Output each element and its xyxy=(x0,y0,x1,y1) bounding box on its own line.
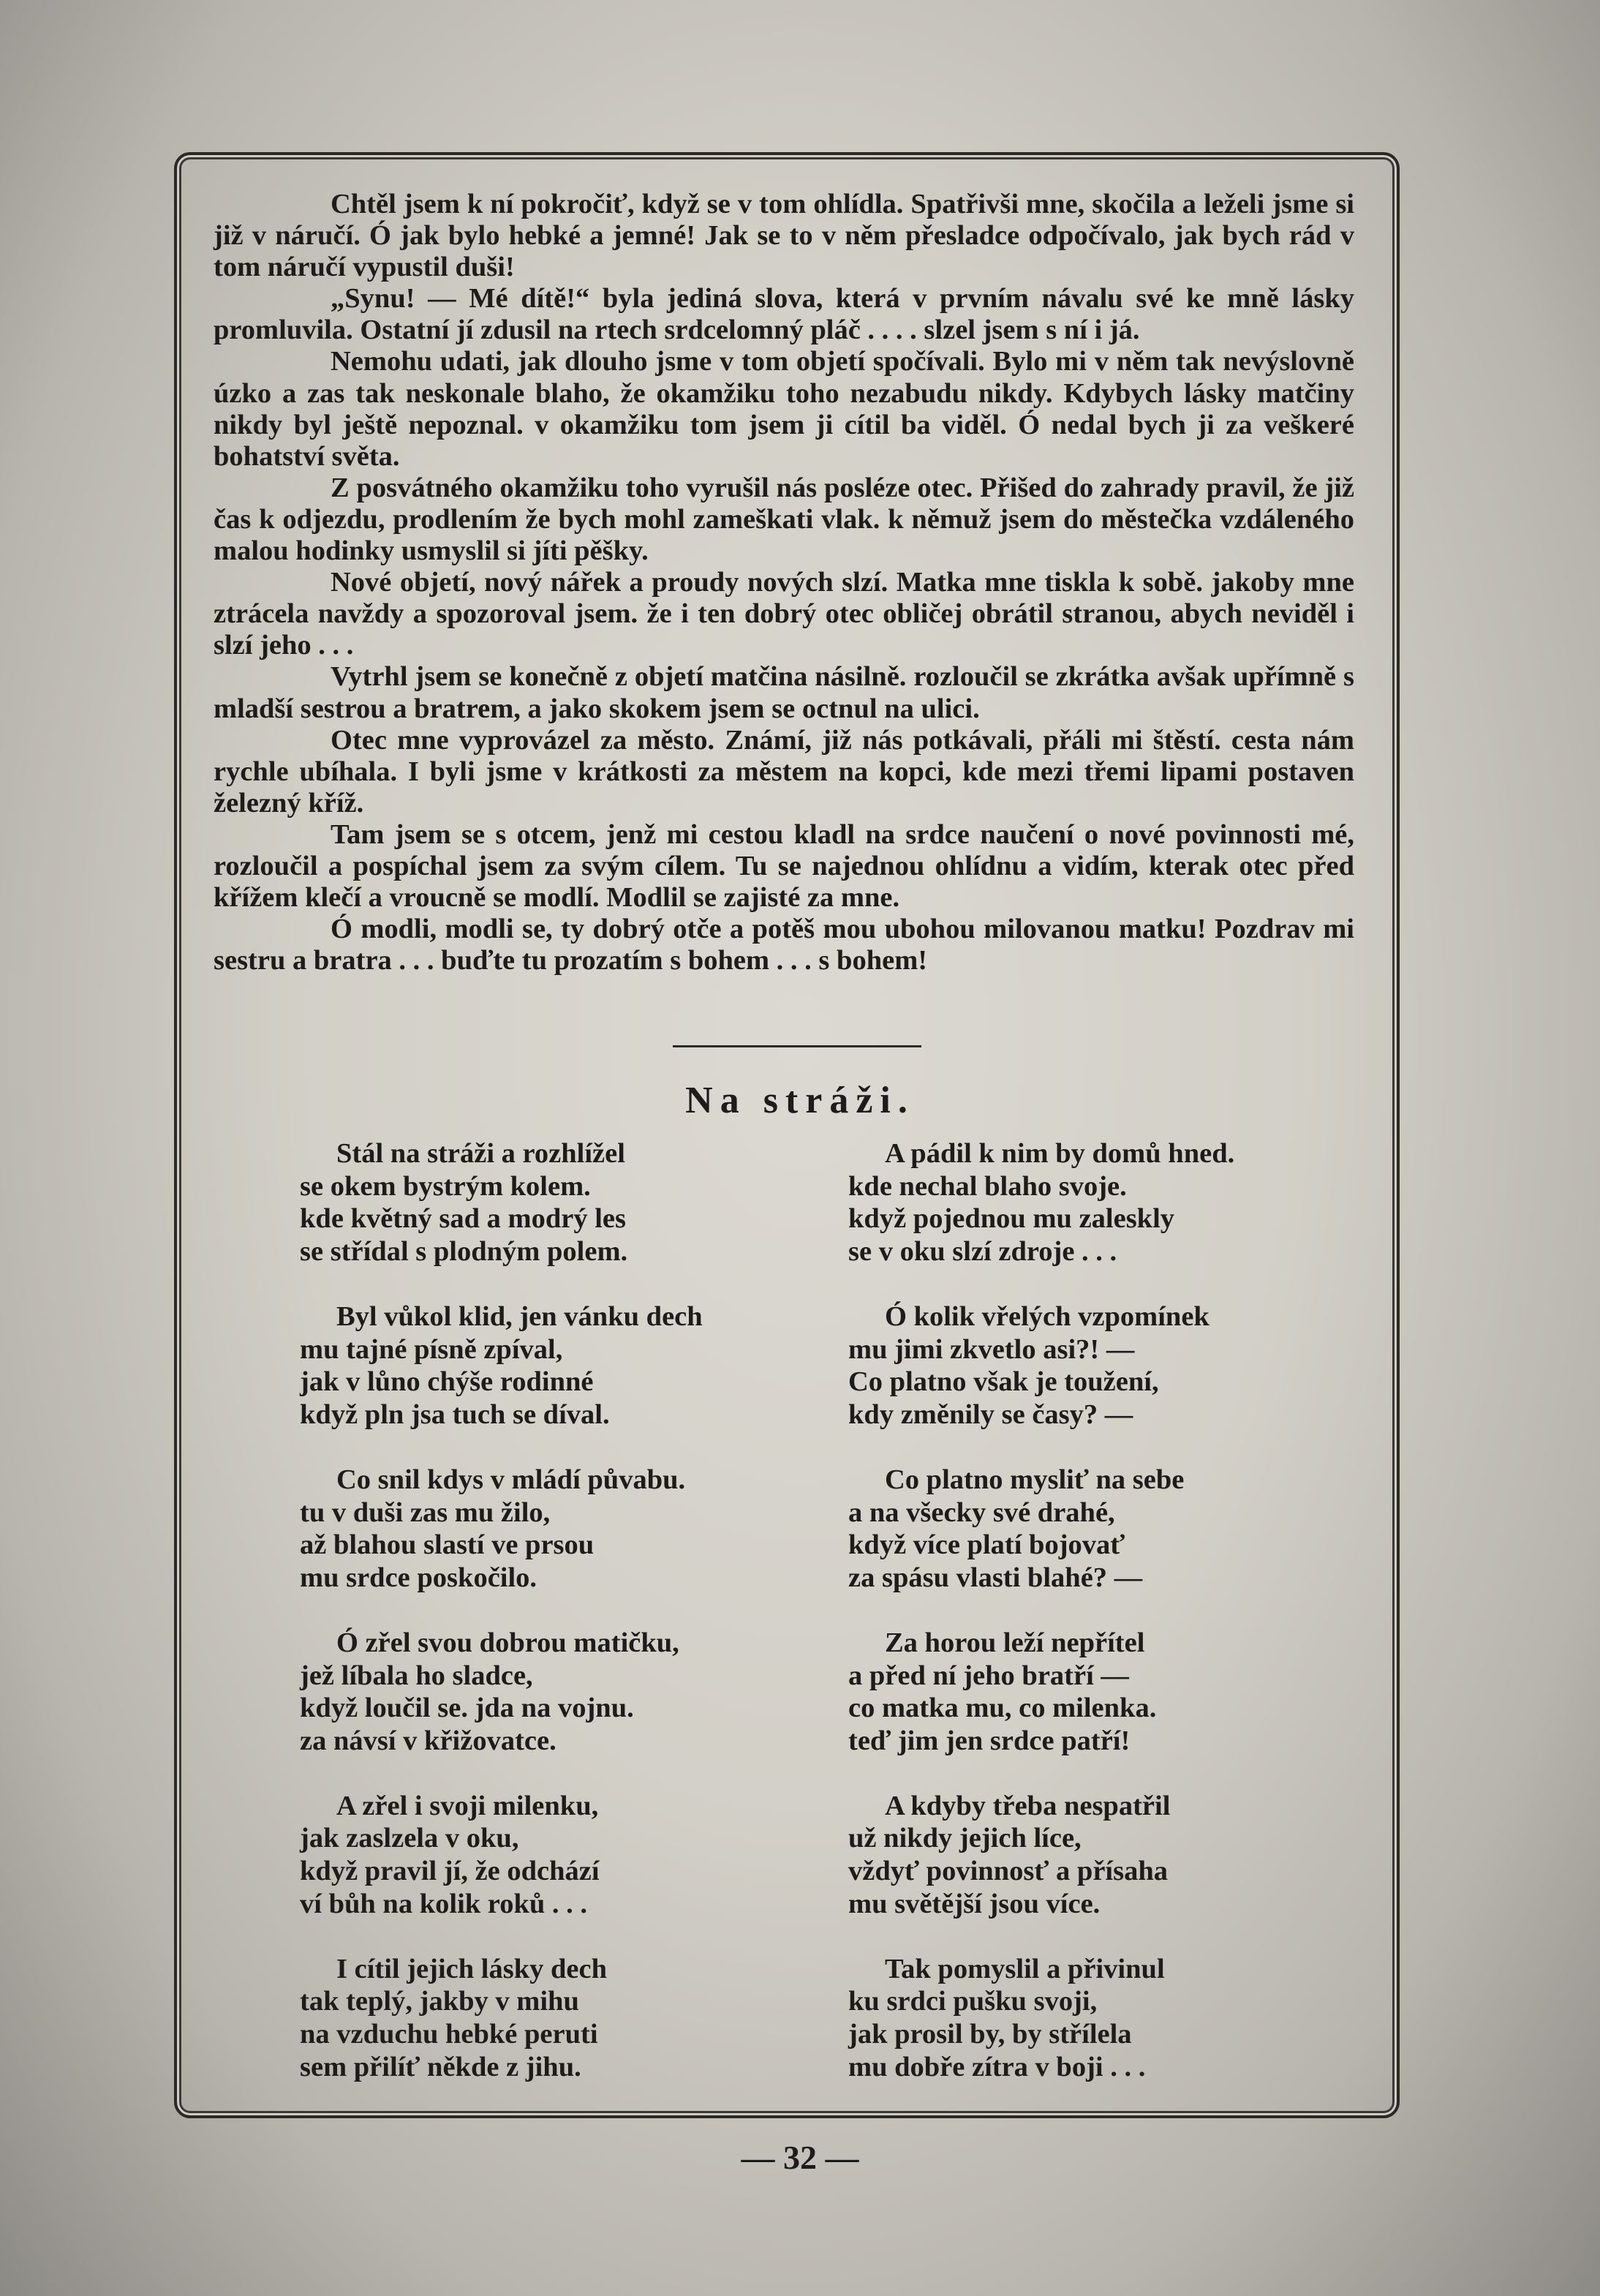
verse-line: jak v lůno chýše rodinné xyxy=(300,1366,594,1398)
verse-line: teď jim jen srdce patří! xyxy=(848,1725,1131,1756)
verse-line: Co platno však je toužení, xyxy=(848,1366,1159,1398)
verse-line: Ó zřel svou dobrou matičku, xyxy=(336,1627,679,1658)
stanza xyxy=(848,1953,1331,2083)
poem-column-left xyxy=(300,1137,768,2116)
paragraph: „Synu! — Mé dítě!“ byla jediná slova, která v prvním návalu své ke mně lásky promluvila. Ostatní jí zdusil na rtech srdcelomný pláč . . . . slzel jsem s ní i já. xyxy=(214,283,1354,346)
prose-text-block xyxy=(214,189,1354,976)
paragraph: Vytrhl jsem se konečně z objetí matčina násilně. rozloučil se zkrátka avšak upřímně s mladší sestrou a bratrem, a jako skokem jsem se octnul na ulici. xyxy=(214,661,1354,724)
page-number: — 32 — xyxy=(741,2139,859,2176)
verse-line: ví bůh na kolik roků . . . xyxy=(300,1888,588,1919)
verse-line: mu dobře zítra v boji . . . xyxy=(848,2051,1146,2082)
verse-line: když více platí bojovať xyxy=(848,1529,1125,1561)
paragraph: Nové objetí, nový nářek a proudy nových slzí. Matka mne tiskla k sobě. jakoby mne ztrácela navždy a spozoroval jsem. že i ten dobrý otec obličej obrátil stranou, abych neviděl i slzí jeho . . . xyxy=(214,567,1354,661)
verse-line: Za horou leží nepřítel xyxy=(885,1627,1145,1658)
paragraph: Nemohu udati, jak dlouho jsme v tom objetí spočívali. Bylo mi v něm tak nevýslovně úzko a zas tak neskonale blaho, že okamžiku toho nezabudu nikdy. Kdybych lásky matčiny nikdy byl ještě nepoznal. v okamžiku tom jsem ji cítil ba viděl. Ó nedal bych ji za veškeré bohatství světa. xyxy=(214,346,1354,472)
paragraph: Otec mne vyprovázel za město. Známí, již nás potkávali, přáli mi štěstí. cesta nám rychle ubíhala. I byli jsme v krátkosti za městem na kopci, kde mezi třemi lipami postaven železný kříž. xyxy=(214,724,1354,818)
verse-line: ku srdci pušku svoji, xyxy=(848,1986,1098,2017)
verse-line: Tak pomyslil a přivinul xyxy=(885,1953,1165,1984)
verse-line: když pravil jí, že odchází xyxy=(300,1856,600,1887)
verse-line: a před ní jeho bratří — xyxy=(848,1660,1129,1691)
verse-line: sem přilíť někde z jihu. xyxy=(300,2051,581,2082)
stanza xyxy=(848,1790,1331,1920)
verse-line: se střídal s plodným polem. xyxy=(300,1235,628,1267)
verse-line: A kdyby třeba nespatřil xyxy=(885,1790,1171,1821)
verse-line: tak teplý, jakby v mihu xyxy=(300,1986,579,2017)
verse-line: A zřel i svoji milenku, xyxy=(336,1790,599,1821)
stanza xyxy=(300,1464,768,1594)
verse-line: když pojednou mu zaleskly xyxy=(848,1203,1175,1235)
verse-line: na vzduchu hebké peruti xyxy=(300,2019,598,2050)
verse-line: jak zaslzela v oku, xyxy=(300,1823,519,1854)
verse-line: kdy změnily se časy? — xyxy=(848,1399,1133,1430)
verse-line: mu jimi zkvetlo asi?! — xyxy=(848,1333,1135,1365)
stanza xyxy=(300,1627,768,1757)
verse-line: za návsí v křižovatce. xyxy=(300,1725,556,1756)
verse-line: kde květný sad a modrý les xyxy=(300,1203,627,1235)
verse-line: už nikdy jejich líce, xyxy=(848,1823,1082,1854)
stanza xyxy=(848,1137,1331,1268)
verse-line: se v oku slzí zdroje . . . xyxy=(848,1235,1117,1267)
stanza xyxy=(300,1301,768,1431)
poem-title: Na stráži. xyxy=(685,1080,915,1121)
verse-line: vždyť povinnosť a přísaha xyxy=(848,1856,1168,1887)
verse-line: když loučil se. jda na vojnu. xyxy=(300,1693,634,1724)
verse-line: za spásu vlasti blahé? — xyxy=(848,1562,1143,1593)
verse-line: Ó kolik vřelých vzpomínek xyxy=(885,1301,1210,1332)
verse-line: mu srdce poskočilo. xyxy=(300,1562,537,1593)
verse-line: Co snil kdys v mládí půvabu. xyxy=(336,1464,686,1495)
stanza xyxy=(300,1953,768,2083)
stanza xyxy=(300,1137,768,1268)
verse-line: když pln jsa tuch se díval. xyxy=(300,1399,610,1430)
stanza xyxy=(848,1464,1331,1594)
stanza xyxy=(848,1301,1331,1431)
verse-line: a na všecky své drahé, xyxy=(848,1497,1115,1528)
verse-line: I cítil jejich lásky dech xyxy=(336,1953,607,1984)
verse-line: Co platno mysliť na sebe xyxy=(885,1464,1185,1495)
stanza xyxy=(300,1790,768,1920)
paragraph: Tam jsem se s otcem, jenž mi cestou kladl na srdce naučení o nové povinnosti mé, rozloučil a pospíchal jsem za svým cílem. Tu se najednou ohlídnu a vidím, kterak otec před křížem klečí a vroucně se modlí. Modlil se zajisté za mne. xyxy=(214,818,1354,914)
paragraph: Ó modli, modli se, ty dobrý otče a potěš mou ubohou milovanou matku! Pozdrav mi sestru a bratra . . . buďte tu prozatím s bohem . . . s bohem! xyxy=(214,914,1354,976)
paragraph: Z posvátného okamžiku toho vyrušil nás posléze otec. Přišed do zahrady pravil, že již čas k odjezdu, prodlením že bych mohl zameškati vlak. k němuž jsem do městečka vzdáleného malou hodinky usmyslil si jíti pěšky. xyxy=(214,472,1354,567)
verse-line: jež líbala ho sladce, xyxy=(300,1660,533,1691)
section-divider xyxy=(673,1045,921,1047)
verse-line: co matka mu, co milenka. xyxy=(848,1693,1157,1724)
verse-line: tu v duši zas mu žilo, xyxy=(300,1497,551,1528)
paragraph: Chtěl jsem k ní pokročiť, když se v tom ohlídla. Spatřivši mne, skočila a leželi jsme si již v náručí. Ó jak bylo hebké a jemné! Jak se to v něm přesladce odpočívalo, jak bych rád v tom náručí vypustil duši! xyxy=(214,189,1354,283)
verse-line: Byl vůkol klid, jen vánku dech xyxy=(336,1301,703,1332)
verse-line: se okem bystrým kolem. xyxy=(300,1170,591,1202)
stanza xyxy=(848,1627,1331,1757)
verse-line: až blahou slastí ve prsou xyxy=(300,1529,595,1561)
poem-column-right xyxy=(848,1137,1331,2116)
verse-line: Stál na stráži a rozhlížel xyxy=(336,1138,625,1169)
verse-line: mu tajné písně zpíval, xyxy=(300,1333,563,1365)
verse-line: A pádil k nim by domů hned. xyxy=(885,1138,1235,1169)
verse-line: mu světější jsou více. xyxy=(848,1888,1101,1919)
verse-line: kde nechal blaho svoje. xyxy=(848,1170,1127,1202)
verse-line: jak prosil by, by střílela xyxy=(848,2019,1132,2050)
